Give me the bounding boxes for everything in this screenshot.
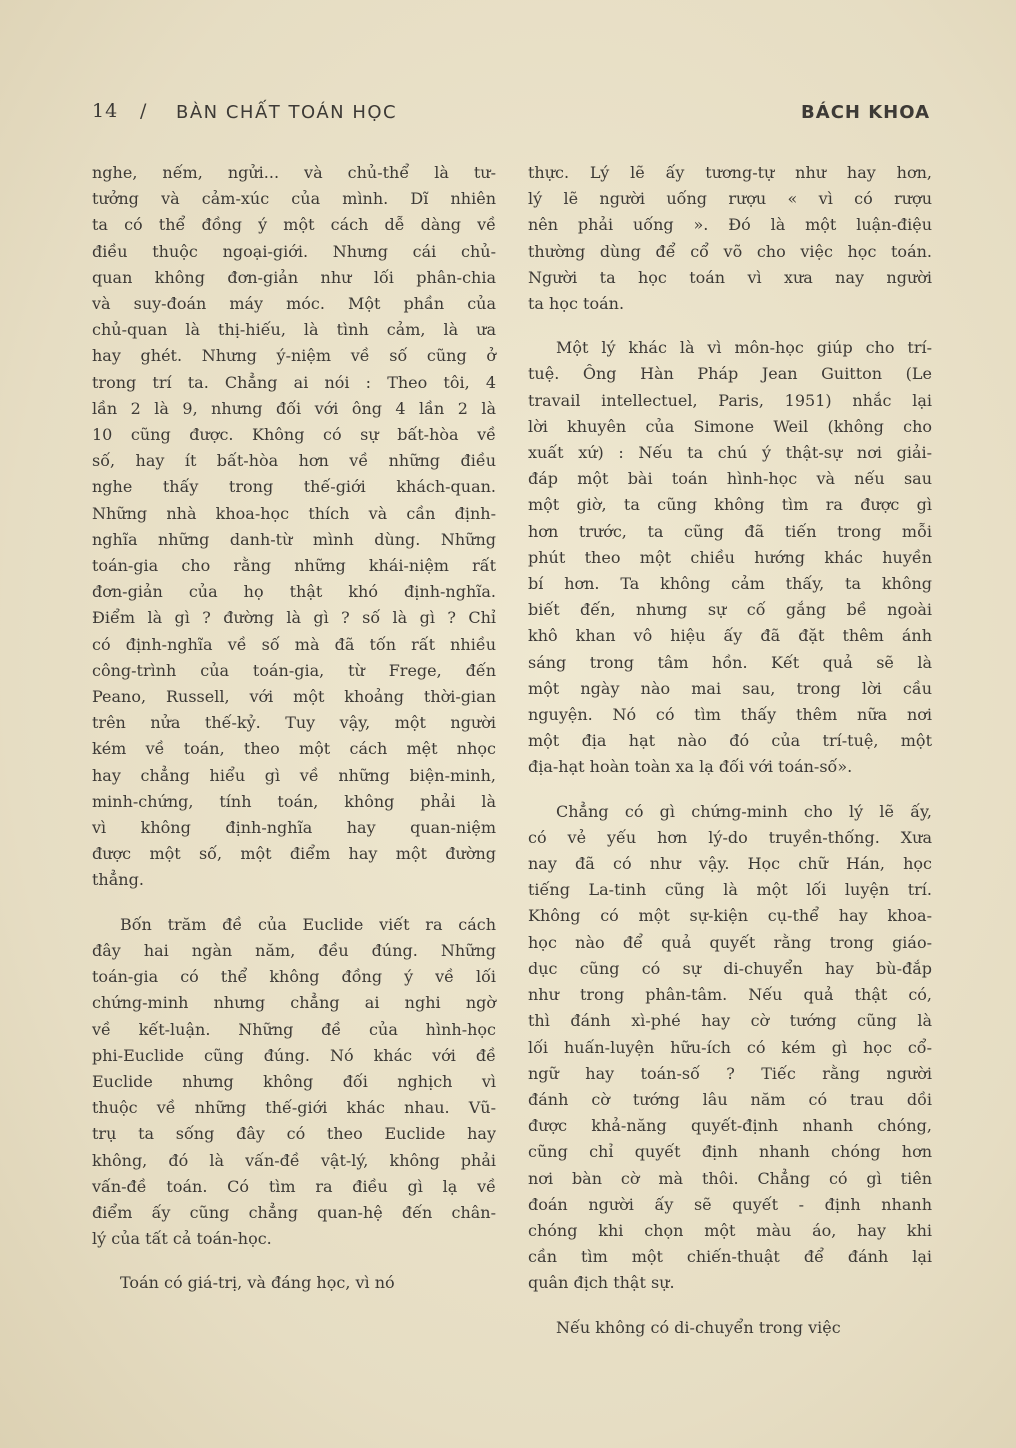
text-line: tưởng và cảm-xúc của mình. Dĩ nhiên xyxy=(92,189,496,209)
text-line: toán-gia cho rằng những khái-niệm rất xyxy=(92,556,496,576)
text-line: được khả-năng quyết-định nhanh chóng, xyxy=(528,1116,932,1136)
text-line: chứng-minh nhưng chẳng ai nghi ngờ xyxy=(92,993,496,1013)
text-line: đáp một bài toán hình-học và nếu sau xyxy=(528,469,932,489)
text-line: công-trình của toán-gia, từ Frege, đến xyxy=(92,660,496,680)
section-title: BÀN CHẤT TOÁN HỌC xyxy=(176,102,398,123)
text-line: có định-nghĩa về số mà đã tốn rất nhiều xyxy=(92,634,496,654)
text-line: minh-chứng, tính toán, không phải là xyxy=(92,791,496,811)
text-line: quan không đơn-giản như lối phân-chia xyxy=(92,267,496,287)
page-header xyxy=(92,100,930,130)
text-line: xuất xứ) : Nếu ta chú ý thật-sự nơi giải- xyxy=(528,443,932,463)
text-line: đơn-giản của họ thật khó định-nghĩa. xyxy=(92,582,496,602)
text-line: điểm ấy cũng chẳng quan-hệ đến chân- xyxy=(92,1202,496,1222)
text-line: Bốn trăm đề của Euclide viết ra cách xyxy=(120,914,496,934)
text-line: đây hai ngàn năm, đều đúng. Những xyxy=(92,940,496,960)
paragraph-gap xyxy=(528,781,932,799)
paragraph xyxy=(528,335,932,780)
text-line: địa-hạt hoàn toàn xa lạ đối với toán-số». xyxy=(528,757,853,777)
text-line: đoán người ấy sẽ quyết - định nhanh xyxy=(528,1194,932,1214)
text-line: ngữ hay toán-số ? Tiếc rằng người xyxy=(528,1063,932,1083)
text-line: trụ ta sống đây có theo Euclide hay xyxy=(92,1124,496,1144)
paragraph xyxy=(92,912,496,1253)
text-line: nơi bàn cờ mà thôi. Chẳng có gì tiên xyxy=(528,1168,932,1188)
text-line: ta có thể đồng ý một cách dễ dàng về xyxy=(92,215,496,235)
text-line: phút theo một chiều hướng khác huyền xyxy=(528,547,932,567)
text-line: lối huấn-luyện hữu-ích có kém gì học cổ- xyxy=(528,1037,932,1057)
text-line: thường dùng để cổ võ cho việc học toán. xyxy=(528,241,932,261)
text-line: hay chẳng hiểu gì về những biện-minh, xyxy=(92,765,496,785)
text-line: kém về toán, theo một cách mệt nhọc xyxy=(92,739,496,759)
text-line: chóng khi chọn một màu áo, hay khi xyxy=(528,1220,932,1240)
text-line: điều thuộc ngoại-giới. Nhưng cái chủ- xyxy=(92,241,496,261)
text-line: chủ-quan là thị-hiếu, là tình cảm, là ưa xyxy=(92,320,496,340)
text-line: một ngày nào mai sau, trong lời cầu xyxy=(528,678,932,698)
paragraph-gap xyxy=(92,1252,496,1270)
text-line: quân địch thật sự. xyxy=(528,1273,675,1293)
text-line: Peano, Russell, với một khoảng thời-gian xyxy=(92,687,496,707)
text-line: thuộc về những thế-giới khác nhau. Vũ- xyxy=(92,1098,496,1118)
text-line: biết đến, nhưng sự cố gắng bề ngoài xyxy=(528,600,932,620)
text-line: có vẻ yếu hơn lý-do truyền-thống. Xưa xyxy=(528,827,932,847)
text-line: cần tìm một chiến-thuật để đánh lại xyxy=(528,1247,932,1267)
text-line: Nếu không có di-chuyển trong việc xyxy=(556,1317,841,1337)
text-line: phi-Euclide cũng đúng. Nó khác với đề xyxy=(92,1045,496,1065)
paragraph xyxy=(528,1315,932,1341)
paragraph-gap xyxy=(528,317,932,335)
text-line: nghe thấy trong thế-giới khách-quan. xyxy=(92,477,496,497)
text-line: Chẳng có gì chứng-minh cho lý lẽ ấy, xyxy=(556,801,932,821)
text-line: tiếng La-tinh cũng là một lối luyện trí. xyxy=(528,880,932,900)
text-line: trên nửa thế-kỷ. Tuy vậy, một người xyxy=(92,713,496,733)
text-line: sáng trong tâm hồn. Kết quả sẽ là xyxy=(528,652,932,672)
paragraph-gap xyxy=(528,1297,932,1315)
text-line: khô khan vô hiệu ấy đã đặt thêm ánh xyxy=(528,626,932,646)
right-column xyxy=(528,160,932,1341)
paragraph xyxy=(528,160,932,317)
text-line: vấn-đề toán. Có tìm ra điều gì lạ về xyxy=(92,1176,496,1196)
text-line: trong trí ta. Chẳng ai nói : Theo tôi, 4 xyxy=(92,372,496,392)
paragraph xyxy=(528,799,932,1297)
text-line: và suy-đoán máy móc. Một phần của xyxy=(92,294,496,314)
header-separator: / xyxy=(140,100,147,122)
text-line: thực. Lý lẽ ấy tương-tự như hay hơn, xyxy=(528,163,932,182)
text-line: nguyện. Nó có tìm thấy thêm nữa nơi xyxy=(528,705,932,725)
text-line: thì đánh xì-phé hay cờ tướng cũng là xyxy=(528,1011,932,1031)
text-line: đánh cờ tướng lâu năm có trau dồi xyxy=(528,1089,932,1109)
text-line: Euclide nhưng không đối nghịch vì xyxy=(92,1071,496,1091)
text-line: ta học toán. xyxy=(528,294,625,314)
text-line: một địa hạt nào đó của trí-tuệ, một xyxy=(528,731,932,751)
text-line: nay đã có như vậy. Học chữ Hán, học xyxy=(528,854,932,874)
text-line: một giờ, ta cũng không tìm ra được gì xyxy=(528,495,932,515)
text-line: dục cũng có sự di-chuyển hay bù-đắp xyxy=(528,958,932,978)
text-line: lời khuyên của Simone Weil (không cho xyxy=(528,416,932,436)
text-line: Một lý khác là vì môn-học giúp cho trí- xyxy=(556,338,932,358)
text-line: nghĩa những danh-từ mình dùng. Những xyxy=(92,529,496,549)
text-line: cũng chỉ quyết định nhanh chóng hơn xyxy=(528,1142,932,1162)
text-line: được một số, một điểm hay một đường xyxy=(92,844,496,864)
text-line: Toán có giá-trị, và đáng học, vì nó xyxy=(120,1273,395,1293)
text-line: lần 2 là 9, nhưng đối với ông 4 lần 2 là xyxy=(92,398,496,418)
text-line: tuệ. Ông Hàn Pháp Jean Guitton (Le xyxy=(528,364,932,384)
text-line: như trong phân-tâm. Nếu quả thật có, xyxy=(528,985,932,1005)
text-line: nghe, nếm, ngửi... và chủ-thể là tư- xyxy=(92,163,496,182)
text-line: toán-gia có thể không đồng ý về lối xyxy=(92,967,496,987)
text-line: 10 cũng được. Không có sự bất-hòa về xyxy=(92,425,496,445)
paragraph-gap xyxy=(92,894,496,912)
text-line: Điểm là gì ? đường là gì ? số là gì ? Chỉ xyxy=(92,608,496,628)
text-line: Người ta học toán vì xưa nay người xyxy=(528,267,932,287)
page-number: 14 xyxy=(92,100,119,122)
text-line: lý của tất cả toán-học. xyxy=(92,1229,272,1249)
paragraph xyxy=(92,1270,496,1296)
text-line: không, đó là vấn-đề vật-lý, không phải xyxy=(92,1150,496,1170)
text-line: học nào để quả quyết rằng trong giáo- xyxy=(528,932,932,952)
text-line: travail intellectuel, Paris, 1951) nhắc lại xyxy=(528,390,932,410)
magazine-name: BÁCH KHOA xyxy=(801,102,930,123)
text-line: vì không định-nghĩa hay quan-niệm xyxy=(92,818,496,838)
text-line: bí hơn. Ta không cảm thấy, ta không xyxy=(528,574,932,594)
text-line: số, hay ít bất-hòa hơn về những điều xyxy=(92,451,496,471)
text-line: nên phải uống ». Đó là một luận-điệu xyxy=(528,215,932,235)
text-line: về kết-luận. Những đề của hình-học xyxy=(92,1019,496,1039)
paragraph xyxy=(92,160,496,894)
text-line: lý lẽ người uống rượu « vì có rượu xyxy=(528,189,932,209)
text-line: Những nhà khoa-học thích và cần định- xyxy=(92,503,496,523)
text-line: hay ghét. Nhưng ý-niệm về số cũng ở xyxy=(92,346,496,366)
text-line: thẳng. xyxy=(92,870,144,890)
text-line: Không có một sự-kiện cụ-thể hay khoa- xyxy=(528,906,932,926)
left-column xyxy=(92,160,496,1297)
text-line: hơn trước, ta cũng đã tiến trong mỗi xyxy=(528,521,932,541)
